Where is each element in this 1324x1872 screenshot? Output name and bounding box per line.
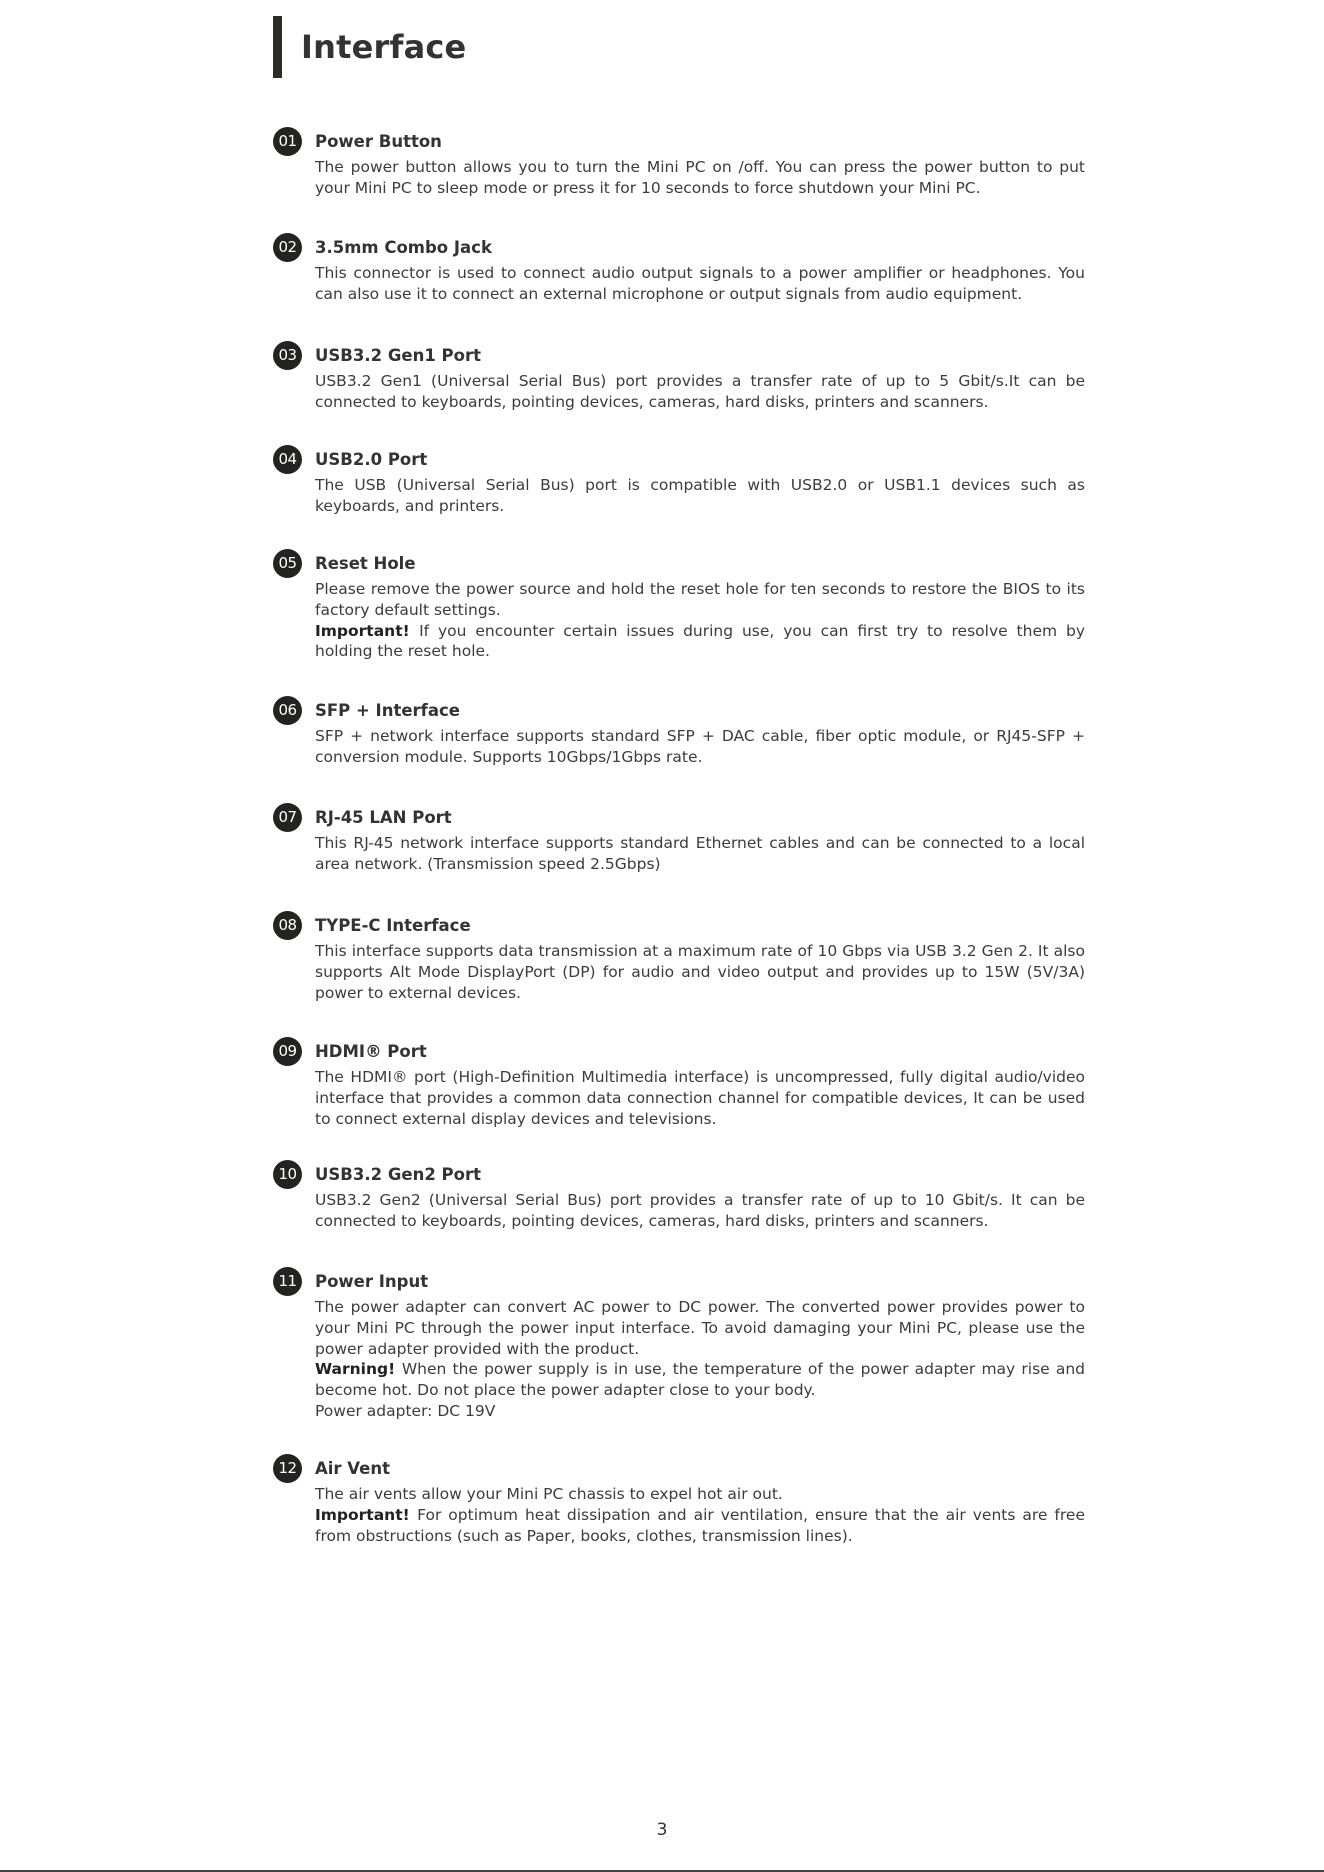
description-paragraph [315, 941, 1085, 1003]
item-number-badge: 08 [273, 911, 302, 940]
description-paragraph [315, 1067, 1085, 1129]
paragraph-text: The power button allows you to turn the Mini PC on /off. You can press the power button to put your Mini PC to sleep mode or press it for 10 seconds to force shutdown your Mini PC. [315, 158, 1085, 197]
interface-item [273, 340, 1085, 413]
paragraph-text: Please remove the power source and hold the reset hole for ten seconds to restore the BIOS to its factory default settings. [315, 580, 1085, 619]
description-paragraph [315, 1359, 1085, 1401]
item-title: Air Vent [315, 1459, 390, 1478]
interface-item [273, 1266, 1085, 1422]
item-description [315, 579, 1085, 662]
interface-item [273, 1453, 1085, 1546]
item-number-badge: 05 [273, 549, 302, 578]
item-number-badge: 07 [273, 803, 302, 832]
item-title: TYPE-C Interface [315, 916, 471, 935]
description-paragraph [315, 726, 1085, 768]
interface-item [273, 910, 1085, 1003]
paragraph-text: This connector is used to connect audio output signals to a power amplifier or headphones. You can also use it to connect an external microphone or output signals from audio equipment. [315, 264, 1085, 303]
paragraph-text: USB3.2 Gen1 (Universal Serial Bus) port provides a transfer rate of up to 5 Gbit/s.It can be connected to keyboards, pointing devices, cameras, hard disks, printers and scanners. [315, 372, 1085, 411]
interface-item [273, 232, 1085, 305]
description-paragraph [315, 1297, 1085, 1359]
interface-item [273, 548, 1085, 662]
description-paragraph [315, 1190, 1085, 1232]
item-number-badge: 12 [273, 1454, 302, 1483]
item-title: Power Input [315, 1272, 429, 1291]
paragraph-text: The air vents allow your Mini PC chassis to expel hot air out. [315, 1485, 783, 1503]
item-number-badge: 02 [273, 233, 302, 262]
item-title: HDMI® Port [315, 1042, 427, 1061]
item-description [315, 1190, 1085, 1232]
item-description [315, 263, 1085, 305]
item-description [315, 157, 1085, 199]
header-accent-bar [273, 16, 282, 78]
description-paragraph [315, 1505, 1085, 1547]
item-number-badge: 01 [273, 127, 302, 156]
paragraph-text: For optimum heat dissipation and air ventilation, ensure that the air vents are free from obstructions (such as Paper, books, clothes, transmission lines). [315, 1505, 1085, 1545]
description-paragraph [315, 371, 1085, 413]
notice-label: Warning! [315, 1360, 402, 1379]
interface-item [273, 1159, 1085, 1232]
description-paragraph [315, 475, 1085, 517]
paragraph-text: SFP + network interface supports standard SFP + DAC cable, fiber optic module, or RJ45-SFP + conversion module. Supports 10Gbps/1Gbps rate. [315, 727, 1085, 766]
description-paragraph [315, 157, 1085, 199]
item-number-badge: 03 [273, 341, 302, 370]
item-title: USB3.2 Gen1 Port [315, 346, 481, 365]
description-paragraph [315, 1484, 1085, 1505]
description-paragraph [315, 833, 1085, 875]
item-number-badge: 09 [273, 1037, 302, 1066]
paragraph-text: The power adapter can convert AC power to DC power. The converted power provides power to your Mini PC through the power input interface. To avoid damaging your Mini PC, please use the power adapter provided with the product. [315, 1298, 1085, 1358]
paragraph-text: The USB (Universal Serial Bus) port is compatible with USB2.0 or USB1.1 devices such as keyboards, and printers. [315, 476, 1085, 515]
item-description [315, 1297, 1085, 1422]
notice-label: Important! [315, 621, 420, 640]
page-number: 3 [656, 1820, 668, 1840]
item-title: 3.5mm Combo Jack [315, 238, 492, 257]
item-title: Reset Hole [315, 554, 416, 573]
item-description [315, 371, 1085, 413]
item-number-badge: 11 [273, 1267, 302, 1296]
interface-item [273, 802, 1085, 875]
item-description [315, 941, 1085, 1003]
paragraph-text: The HDMI® port (High-Definition Multimedia interface) is uncompressed, fully digital audio/video interface that provides a common data connection channel for compatible devices, It can be used to connect external display devices and televisions. [315, 1068, 1085, 1128]
item-description [315, 833, 1085, 875]
paragraph-text: This RJ-45 network interface supports standard Ethernet cables and can be connected to a local area network. (Transmission speed 2.5Gbps) [315, 834, 1085, 873]
interface-item [273, 126, 1085, 199]
item-title: Power Button [315, 132, 442, 151]
item-number-badge: 10 [273, 1160, 302, 1189]
paragraph-text: When the power supply is in use, the temperature of the power adapter may rise and become hot. Do not place the power adapter close to your body. [315, 1360, 1085, 1400]
item-description [315, 1067, 1085, 1129]
item-description [315, 1484, 1085, 1546]
item-title: USB3.2 Gen2 Port [315, 1165, 481, 1184]
interface-item [273, 1036, 1085, 1129]
paragraph-text: Power adapter: DC 19V [315, 1401, 496, 1420]
item-number-badge: 06 [273, 696, 302, 725]
item-description [315, 726, 1085, 768]
item-title: SFP + Interface [315, 701, 460, 720]
item-title: USB2.0 Port [315, 450, 428, 469]
notice-label: Important! [315, 1505, 418, 1524]
description-paragraph [315, 263, 1085, 305]
page-title: Interface [301, 28, 467, 66]
description-paragraph [315, 621, 1085, 663]
description-paragraph [315, 579, 1085, 621]
item-title: RJ-45 LAN Port [315, 808, 452, 827]
interface-item [273, 444, 1085, 517]
paragraph-text: If you encounter certain issues during use, you can first try to resolve them by holding the reset hole. [315, 621, 1085, 661]
item-number-badge: 04 [273, 445, 302, 474]
paragraph-text: This interface supports data transmission at a maximum rate of 10 Gbps via USB 3.2 Gen 2. It also supports Alt Mode DisplayPort (DP) for audio and video output and provides up to 15W (5V/3A) power to external devices. [315, 942, 1085, 1002]
section-header [273, 16, 466, 78]
description-paragraph [315, 1401, 1085, 1422]
interface-item [273, 695, 1085, 768]
item-description [315, 475, 1085, 517]
paragraph-text: USB3.2 Gen2 (Universal Serial Bus) port provides a transfer rate of up to 10 Gbit/s. It can be connected to keyboards, pointing devices, cameras, hard disks, printers and scanners. [315, 1191, 1085, 1230]
